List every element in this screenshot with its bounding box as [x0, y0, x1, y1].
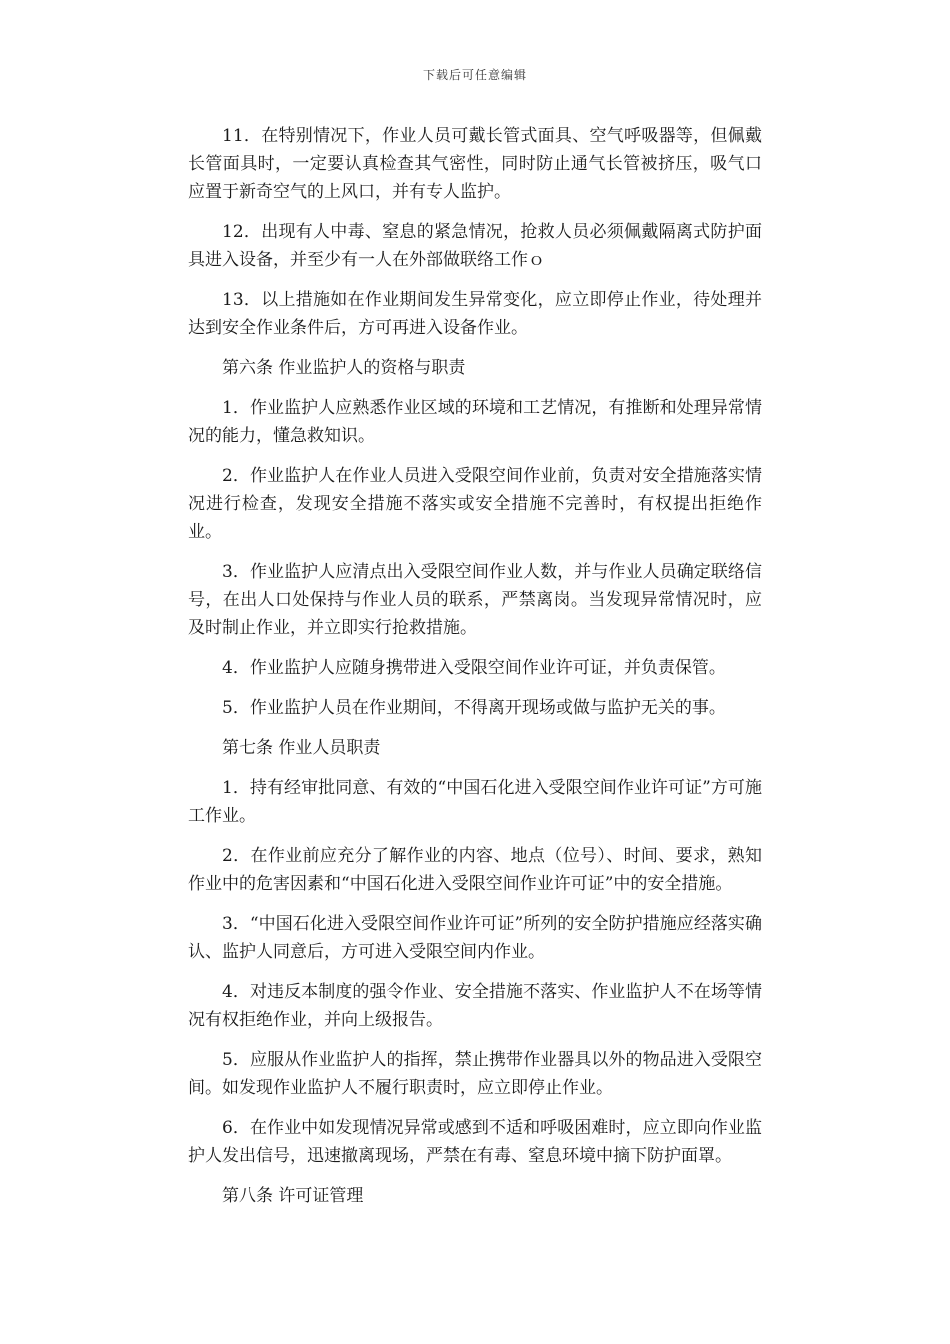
paragraph-article-7-item-1: 1．持有经审批同意、有效的“中国石化进入受限空间作业许可证”方可施工作业。	[188, 778, 762, 826]
paragraph-article-6-item-3: 3．作业监护人应清点出入受限空间作业人数，并与作业人员确定联络信号，在出人口处保持与作业人员的联系，严禁离岗。当发现异常情况时，应及时制止作业，并立即实行抢救措施。	[188, 562, 762, 638]
section-heading-article-6: 第六条 作业监护人的资格与职责	[222, 358, 466, 378]
paragraph-article-6-item-4: 4．作业监护人应随身携带进入受限空间作业许可证，并负责保管。	[222, 658, 726, 678]
section-heading-article-7: 第七条 作业人员职责	[222, 738, 381, 758]
paragraph-article-7-item-6: 6．在作业中如发现情况异常或感到不适和呼吸困难时，应立即向作业监护人发出信号，迅速撤离现场，严禁在有毒、窒息环境中摘下防护面罩。	[188, 1118, 762, 1166]
paragraph-article-6-item-1: 1．作业监护人应熟悉作业区域的环境和工艺情况，有推断和处理异常情况的能力，懂急救知识。	[188, 398, 762, 446]
paragraph-item-13: 13．以上措施如在作业期间发生异常变化，应立即停止作业，待处理并达到安全作业条件后，方可再进入设备作业。	[188, 290, 762, 338]
document-body	[188, 122, 762, 1222]
paragraph-article-7-item-3: 3．“中国石化进入受限空间作业许可证”所列的安全防护措施应经落实确认、监护人同意后，方可进入受限空间内作业。	[188, 914, 762, 962]
page-header: 下载后可任意编辑	[422, 68, 527, 82]
paragraph-article-6-item-5: 5．作业监护人员在作业期间，不得离开现场或做与监护无关的事。	[222, 698, 726, 718]
paragraph-article-7-item-4: 4．对违反本制度的强令作业、安全措施不落实、作业监护人不在场等情况有权拒绝作业，并向上级报告。	[188, 982, 762, 1030]
section-heading-article-8: 第八条 许可证管理	[222, 1186, 364, 1206]
paragraph-article-7-item-2: 2．在作业前应充分了解作业的内容、地点（位号）、时间、要求，熟知作业中的危害因素和“中国石化进入受限空间作业许可证”中的安全措施。	[188, 846, 762, 894]
paragraph-item-11: 11．在特别情况下，作业人员可戴长管式面具、空气呼吸器等，但佩戴长管面具时，一定要认真检查其气密性，同时防止通气长管被挤压，吸气口应置于新奇空气的上风口，并有专人监护。	[188, 126, 762, 202]
paragraph-article-6-item-2: 2．作业监护人在作业人员进入受限空间作业前，负责对安全措施落实情况进行检查，发现安全措施不落实或安全措施不完善时，有权提出拒绝作业。	[188, 466, 762, 542]
paragraph-article-7-item-5: 5．应服从作业监护人的指挥，禁止携带作业器具以外的物品进入受限空间。如发现作业监护人不履行职责时，应立即停止作业。	[188, 1050, 762, 1098]
paragraph-item-12: 12．出现有人中毒、窒息的紧急情况，抢救人员必须佩戴隔离式防护面具进入设备，并至少有一人在外部做联络工作ｏ	[188, 222, 762, 270]
